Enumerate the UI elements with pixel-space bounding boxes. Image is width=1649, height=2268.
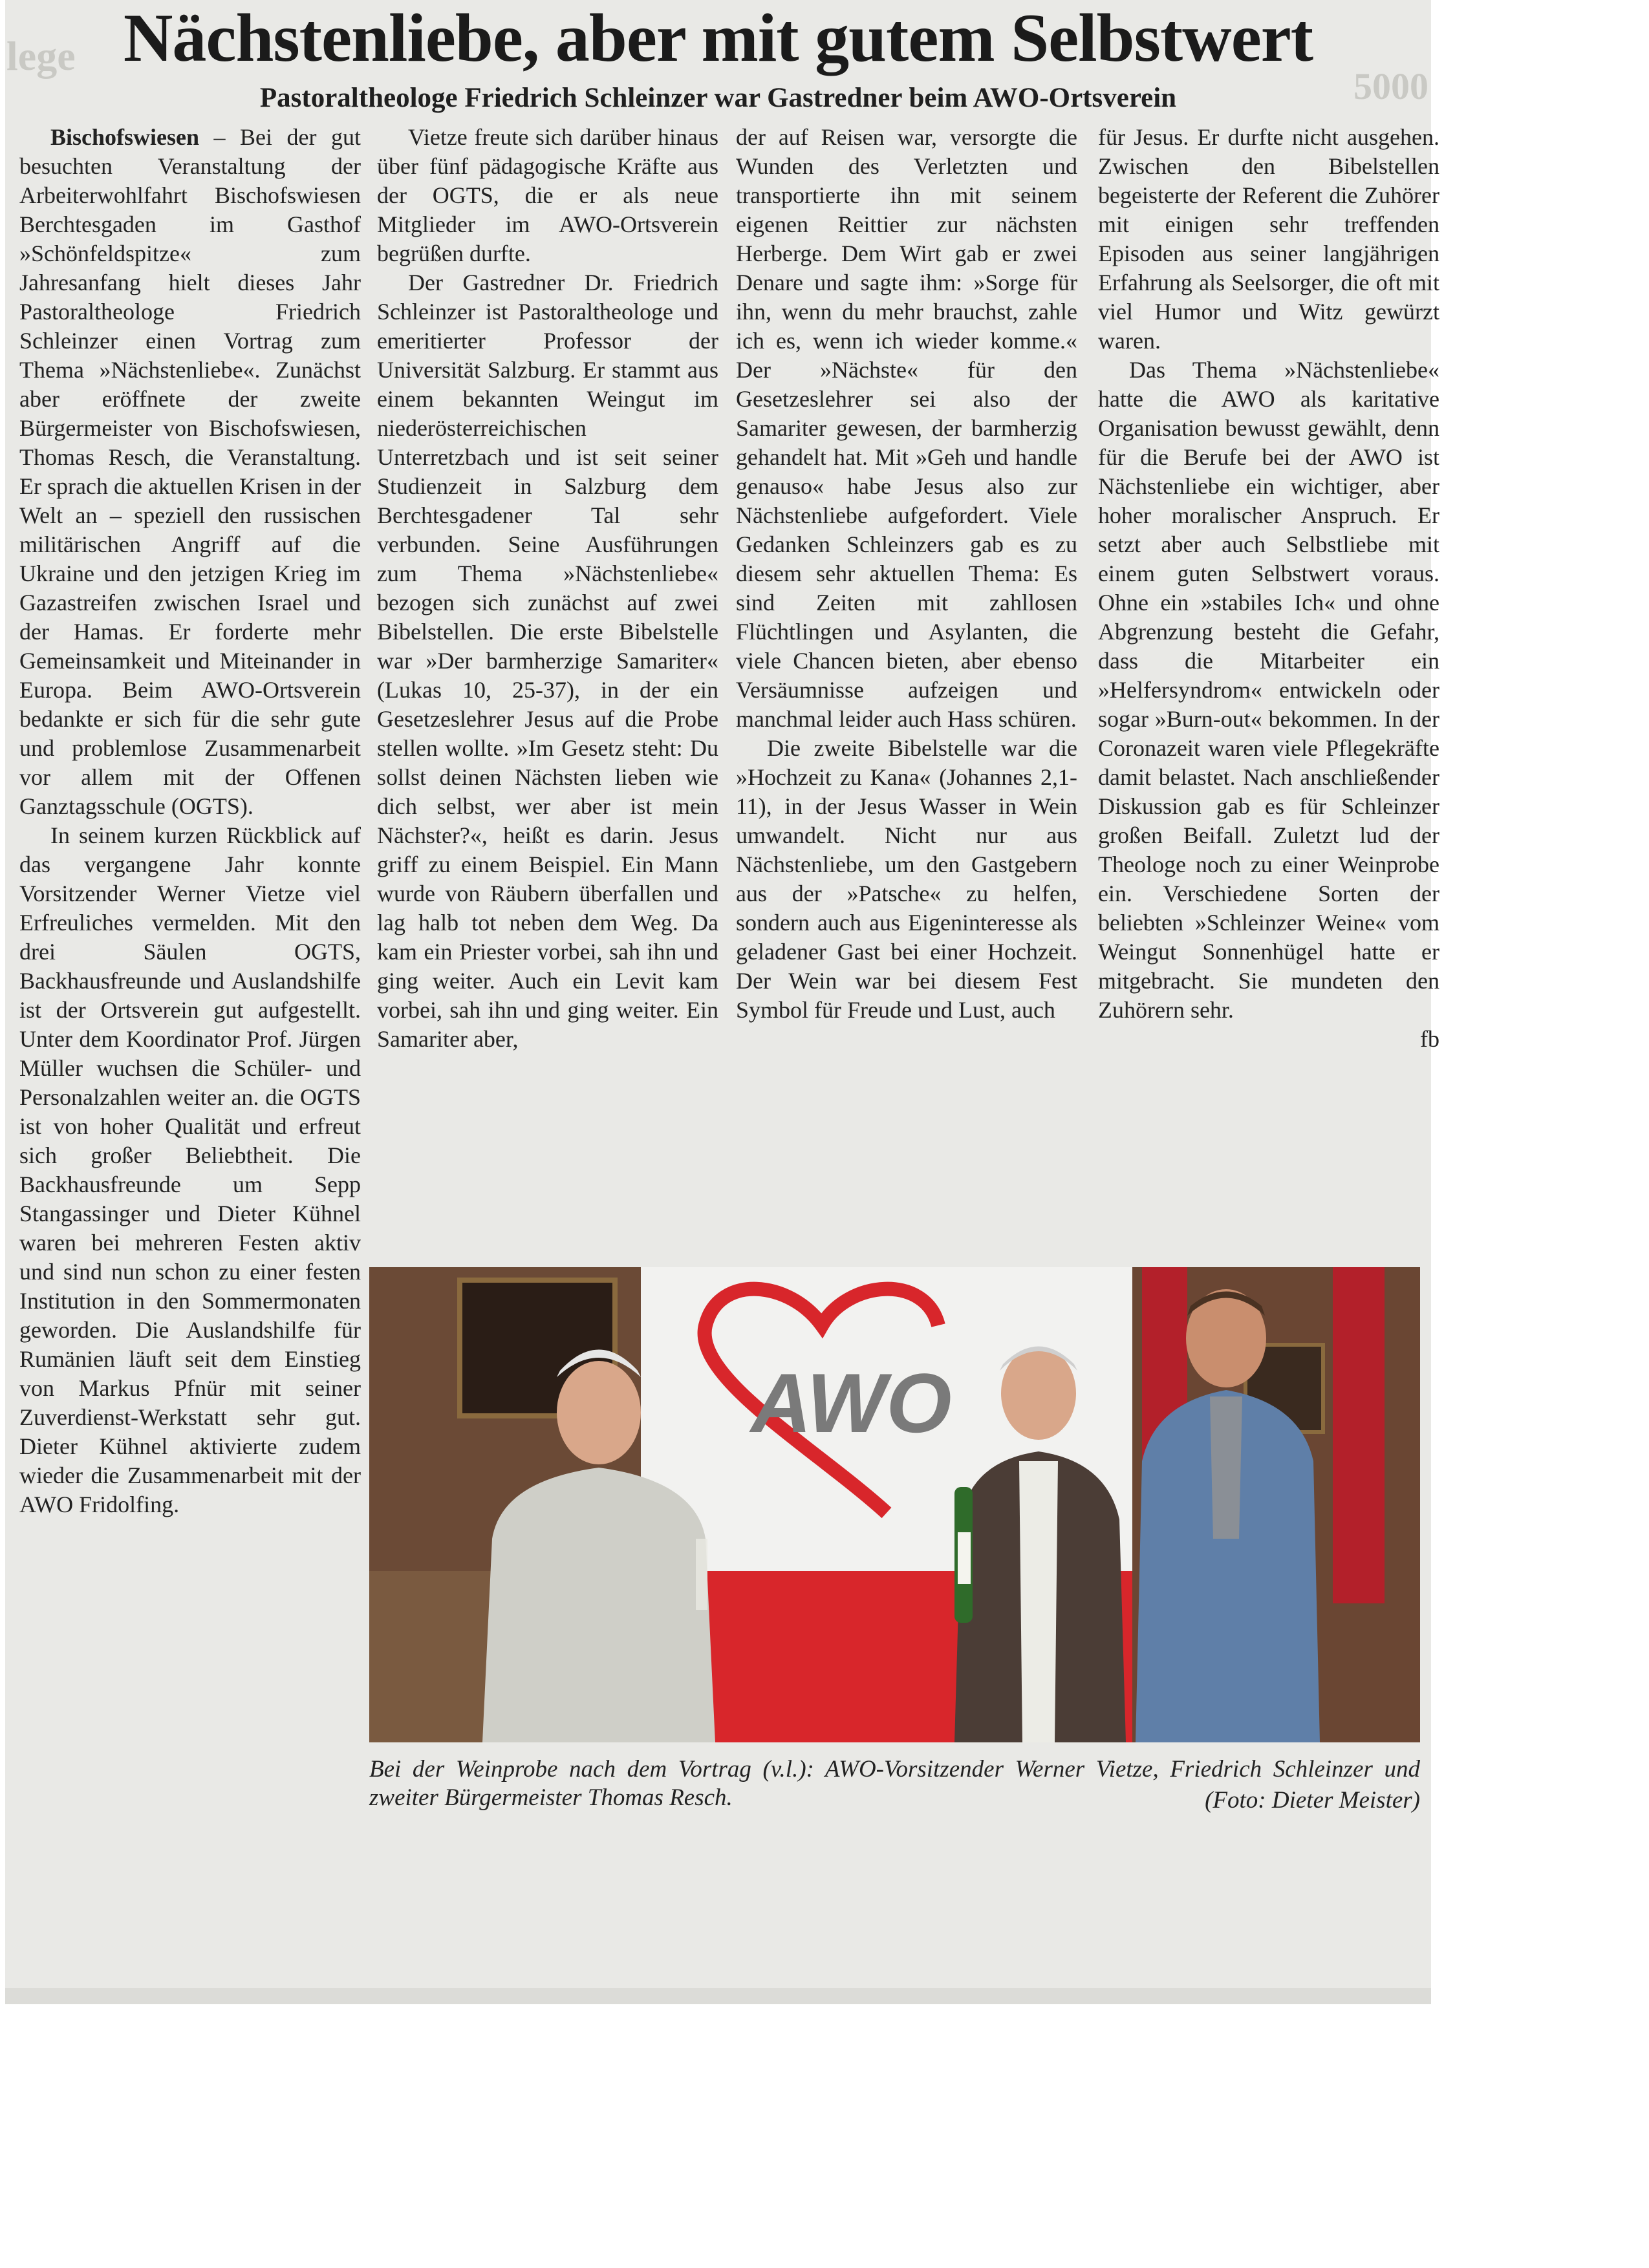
- bleed-through-text-right: 5000: [1353, 65, 1428, 107]
- article-headline: Nächstenliebe, aber mit gutem Selbstwert: [123, 0, 1313, 76]
- article-column-1: [19, 123, 361, 1519]
- article-photo: [369, 1267, 1420, 1742]
- paragraph: für Jesus. Er durfte nicht ausgehen. Zwischen den Bibelstellen begeisterte der Referent die Zuhörer mit einigen sehr treffenden Episoden aus seiner langjährigen Erfahrung als Seelsorger, die oft mit viel Humor und Witz gewürzt waren.: [1098, 124, 1439, 354]
- author-signature: fb: [1420, 1026, 1439, 1052]
- article-column-2: [377, 123, 718, 1054]
- article-column-4: [1098, 123, 1439, 1054]
- clipping-bottom-edge: [5, 1988, 1431, 2004]
- paragraph: [19, 123, 361, 821]
- article-column-3: [736, 123, 1077, 1025]
- dateline: Bischofswiesen: [50, 124, 200, 150]
- newspaper-clipping: [5, 0, 1439, 2004]
- paragraph-text: – Bei der gut besuchten Veranstaltung der Arbeiterwohlfahrt Bischofswiesen Berchtesgaden im Gasthof »Schönfeldspitze« zum Jahresanfang hielt dieses Jahr Pastoraltheologe Friedrich Schleinzer einen Vortrag zum Thema »Nächstenliebe«. Zunächst aber eröffnete der zweite Bürgermeister von Bischofswiesen, Thomas Resch, die Veranstaltung. Er sprach die aktuellen Krisen in der Welt an – speziell den russischen militärischen Angriff auf die Ukraine und den jetzigen Krieg im Gazastreifen zwischen Israel und der Hamas. Er forderte mehr Gemeinsamkeit und Miteinander in Europa. Beim AWO-Ortsverein bedankte er sich für die sehr gute und problemlose Zusammenarbeit vor allem mit der Offenen Ganztagsschule (OGTS).: [19, 124, 361, 819]
- paragraph: der auf Reisen war, versorgte die Wunden des Verletzten und transportierte ihn mit seinem eigenen Reittier zur nächsten Herberge. Dem Wirt gab er zwei Denare und sagte ihm: »Sorge für ihn, wenn du mehr brauchst, zahle ich es, wenn ich wieder komme.« Der »Nächste« für den Gesetzeslehrer sei also der Samariter gewesen, der barmherzig gehandelt hat. Mit »Geh und handle genauso« habe Jesus also zur Nächstenliebe aufgefordert. Viele Gedanken Schleinzers gab es zu diesem sehr aktuellen Thema: Es sind Zeiten mit zahllosen Flüchtlingen und Asylanten, die viele Chancen bieten, aber ebenso Versäumnisse aufzeigen und manchmal leider auch Hass schüren.: [736, 124, 1077, 732]
- photo-credit: (Foto: Dieter Meister): [1205, 1787, 1420, 1813]
- paragraph: Vietze freute sich darüber hinaus über fünf pädagogische Kräfte aus der OGTS, die er als neue Mitglieder im AWO-Ortsverein begrüßen durfte.: [377, 124, 718, 266]
- photo-caption: Bei der Weinprobe nach dem Vortrag (v.l.): AWO-Vorsitzender Werner Vietze, Friedrich Schleinzer und zweiter Bürgermeister Thomas Resch.: [369, 1756, 1420, 1811]
- paragraph: In seinem kurzen Rückblick auf das vergangene Jahr konnte Vorsitzender Werner Vietze viel Erfreuliches vermelden. Mit den drei Säulen OGTS, Backhausfreunde und Auslandshilfe ist der Ortsverein gut aufgestellt. Unter dem Koordinator Prof. Jürgen Müller wuchsen die Schüler- und Personalzahlen weiter an. die OGTS ist von hoher Qualität und erfreut sich großer Beliebtheit. Die Backhausfreunde um Sepp Stangassinger und Dieter Kühnel waren bei mehreren Festen aktiv und sind nun schon zu einer festen Institution in den Sommermonaten geworden. Die Auslandshilfe für Rumänien läuft seit dem Einstieg von Markus Pfnür mit seiner Zuverdienst-Werkstatt sehr gut. Dieter Kühnel aktivierte zudem wieder die Zusammenarbeit mit der AWO Fridolfing.: [19, 822, 361, 1517]
- paragraph: Die zweite Bibelstelle war die »Hochzeit zu Kana« (Johannes 2,1-11), in der Jesus Wasser in Wein umwandelt. Nicht nur aus Nächstenliebe, um den Gastgebern aus der »Patsche« zu helfen, sondern auch aus Eigeninteresse als geladener Gast bei einer Hochzeit. Der Wein war bei diesem Fest Symbol für Freude und Lust, auch: [736, 735, 1077, 1023]
- paragraph: Das Thema »Nächstenliebe« hatte die AWO als karitative Organisation bewusst gewählt, denn für die Berufe bei der AWO ist Nächstenliebe ein wichtiger, aber hoher moralischer Anspruch. Er setzt aber auch Selbstliebe mit einem guten Selbstwert voraus. Ohne ein »stabiles Ich« und ohne Abgrenzung besteht die Gefahr, dass die Mitarbeiter ein »Helfersyndrom« entwickeln oder sogar »Burn-out« bekommen. In der Coronazeit waren viele Pflegekräfte damit belastet. Nach anschließender Diskussion gab es für Schleinzer großen Beifall. Zuletzt lud der Theologe noch zu einer Weinprobe ein. Verschiedene Sorten der beliebten »Schleinzer Weine« vom Weingut Sonnenhügel hatte er mitgebracht. Sie mundeten den Zuhörern sehr.: [1098, 357, 1439, 1023]
- paragraph: Der Gastredner Dr. Friedrich Schleinzer ist Pastoraltheologe und emeritierter Professor der Universität Salzburg. Er stammt aus einem bekannten Weingut im niederösterreichischen Unterretzbach und ist seit seiner Studienzeit in Salzburg dem Berchtesgadener Tal sehr verbunden. Seine Ausführungen zum Thema »Nächstenliebe« bezogen sich zunächst auf zwei Bibelstellen. Die erste Bibelstelle war »Der barmherzige Samariter« (Lukas 10, 25-37), in der ein Gesetzeslehrer Jesus auf die Probe stellen wollte. »Im Gesetz steht: Du sollst deinen Nächsten lieben wie dich selbst, wer aber ist mein Nächster?«, heißt es darin. Jesus griff zu einem Beispiel. Ein Mann wurde von Räubern überfallen und lag halb tot neben dem Weg. Da kam ein Priester vorbei, sah ihn und ging weiter. Auch ein Levit kam vorbei, sah ihn und ging weiter. Ein Samariter aber,: [377, 270, 718, 1052]
- photo-illustration: [369, 1267, 1420, 1742]
- article-subheadline: Pastoraltheologe Friedrich Schleinzer war Gastredner beim AWO-Ortsverein: [259, 83, 1177, 113]
- bleed-through-text-left: lege: [6, 33, 76, 79]
- awo-banner-text: AWO: [751, 1356, 952, 1450]
